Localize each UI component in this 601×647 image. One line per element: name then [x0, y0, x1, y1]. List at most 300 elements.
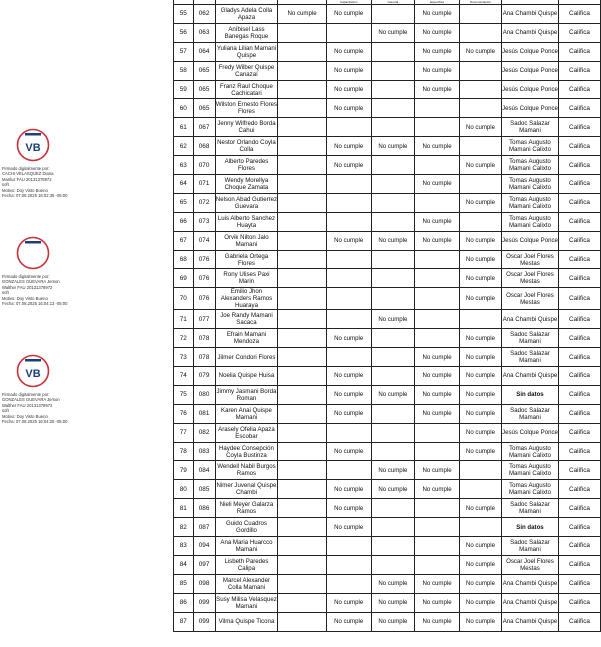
evaluator-cell: Ana Chambi Quispe	[501, 612, 558, 631]
applicant-name-cell: Fredy Wilber Quispe Canazaí	[215, 61, 278, 80]
evaluator-cell: Jesús Colque Ponce	[501, 61, 558, 80]
table-row	[174, 593, 601, 612]
signature-stamps-column	[0, 0, 92, 647]
criterion-2-cell	[326, 574, 371, 593]
table-row	[174, 5, 601, 24]
evaluator-cell: Sadoc Salazar Mamani	[501, 118, 558, 137]
criterion-4-cell: No cumple	[415, 404, 460, 423]
criterion-2-cell	[326, 461, 371, 480]
criterion-2-cell: No cumple	[326, 499, 371, 518]
criterion-3-cell: No cumple	[371, 23, 414, 42]
criterion-4-cell: No cumple	[415, 385, 460, 404]
row-number-cell: 80	[174, 480, 194, 499]
table-row	[174, 404, 601, 423]
row-number-cell: 87	[174, 612, 194, 631]
applicant-name-cell: Vilma Quispe Ticona	[215, 612, 278, 631]
criterion-3-cell: No cumple	[371, 574, 414, 593]
criterion-3-cell	[371, 537, 414, 556]
criterion-4-cell: No cumple	[415, 367, 460, 386]
criterion-2-cell	[326, 118, 371, 137]
criterion-2-cell: No cumple	[326, 367, 371, 386]
criterion-4-cell	[415, 423, 460, 442]
applicant-name-cell: Gabriela Ortega Flores	[215, 250, 278, 269]
row-number-cell: 83	[174, 537, 194, 556]
criterion-3-cell: No cumple	[371, 461, 414, 480]
result-cell: Califica	[559, 348, 601, 367]
criterion-4-cell	[415, 537, 460, 556]
code-cell: 068	[193, 137, 215, 156]
criterion-2-cell: No cumple	[326, 404, 371, 423]
header-cell: Capacitación	[326, 0, 371, 5]
row-number-cell: 79	[174, 461, 194, 480]
stamp-text-line: Fecha: 07.08.2025 16:04:25 -05:00	[2, 419, 68, 425]
criterion-1-cell	[278, 156, 326, 175]
code-cell: 063	[193, 23, 215, 42]
row-number-cell: 70	[174, 288, 194, 310]
code-cell: 082	[193, 423, 215, 442]
criterion-5-cell: No cumple	[460, 537, 502, 556]
evaluator-cell: Sadoc Salazar Mamani	[501, 329, 558, 348]
criterion-1-cell	[278, 537, 326, 556]
criterion-2-cell: No cumple	[326, 42, 371, 61]
row-number-cell: 66	[174, 212, 194, 231]
table-row	[174, 555, 601, 574]
result-cell: Califica	[559, 499, 601, 518]
criterion-4-cell	[415, 156, 460, 175]
criterion-1-cell	[278, 461, 326, 480]
criterion-5-cell	[460, 175, 502, 194]
evaluator-cell: Tomas Augusto Mamani Calixto	[501, 461, 558, 480]
applicant-name-cell: Noelia Quispe Huisa	[215, 367, 278, 386]
evaluator-cell: Ana Chambi Quispe	[501, 5, 558, 24]
table-row	[174, 423, 601, 442]
header-cell: General	[371, 0, 414, 5]
result-cell: Califica	[559, 156, 601, 175]
evaluator-cell: Tomas Augusto Mamani Calixto	[501, 137, 558, 156]
applicant-name-cell: Wendy Morellya Choque Zamata	[215, 175, 278, 194]
table-row	[174, 288, 601, 310]
criterion-5-cell	[460, 99, 502, 118]
criterion-3-cell	[371, 367, 414, 386]
table-row	[174, 42, 601, 61]
criterion-2-cell: No cumple	[326, 137, 371, 156]
criterion-2-cell: No cumple	[326, 518, 371, 537]
criterion-5-cell	[460, 212, 502, 231]
criterion-5-cell	[460, 23, 502, 42]
header-cell: Documentación	[460, 0, 502, 5]
stamp-text-line: Firmado digitalmente por:	[2, 392, 50, 397]
applicant-name-cell: Lisbeth Paredes Calipa	[215, 555, 278, 574]
criterion-1-cell	[278, 593, 326, 612]
row-number-cell: 85	[174, 574, 194, 593]
evaluator-cell: Ana Chambi Quispe	[501, 23, 558, 42]
criterion-2-cell	[326, 250, 371, 269]
criterion-1-cell	[278, 612, 326, 631]
criterion-1-cell	[278, 99, 326, 118]
applicant-name-cell: Jilmer Condori Flores	[215, 348, 278, 367]
code-cell: 083	[193, 442, 215, 461]
criterion-3-cell	[371, 250, 414, 269]
code-cell: 081	[193, 404, 215, 423]
criterion-1-cell	[278, 348, 326, 367]
criterion-4-cell: No cumple	[415, 231, 460, 250]
criterion-3-cell	[371, 442, 414, 461]
criterion-5-cell	[460, 61, 502, 80]
criterion-3-cell	[371, 80, 414, 99]
stamp-text-line: Mariluz FAU 20131378972	[2, 176, 52, 182]
table-row	[174, 518, 601, 537]
criterion-4-cell: No cumple	[415, 574, 460, 593]
criterion-1-cell	[278, 80, 326, 99]
result-cell: Califica	[559, 555, 601, 574]
row-number-cell: 78	[174, 442, 194, 461]
row-number-cell: 74	[174, 367, 194, 386]
criterion-5-cell	[460, 480, 502, 499]
criterion-2-cell	[326, 537, 371, 556]
code-cell: 071	[193, 175, 215, 194]
result-cell: Califica	[559, 537, 601, 556]
criterion-3-cell: No cumple	[371, 593, 414, 612]
result-cell: Califica	[559, 23, 601, 42]
criterion-5-cell: No cumple	[460, 385, 502, 404]
result-cell: Califica	[559, 404, 601, 423]
result-cell: Califica	[559, 99, 601, 118]
code-cell: 070	[193, 156, 215, 175]
evaluator-cell: Sadoc Salazar Mamani	[501, 499, 558, 518]
result-cell: Califica	[559, 250, 601, 269]
criterion-3-cell: No cumple	[371, 137, 414, 156]
criterion-2-cell: No cumple	[326, 329, 371, 348]
criterion-5-cell: No cumple	[460, 423, 502, 442]
criterion-2-cell	[326, 288, 371, 310]
criterion-1-cell	[278, 404, 326, 423]
stamp-text-line: soft	[2, 182, 9, 188]
criterion-1-cell	[278, 231, 326, 250]
table-row	[174, 231, 601, 250]
result-cell: Califica	[559, 442, 601, 461]
evaluator-cell: Ana Chambi Quispe	[501, 310, 558, 329]
applicant-name-cell: Nieli Meyer Galarza Ramos	[215, 499, 278, 518]
criterion-3-cell	[371, 193, 414, 212]
table-row	[174, 118, 601, 137]
result-cell: Califica	[559, 329, 601, 348]
applicant-name-cell: Karen Anai Quispe Mamani	[215, 404, 278, 423]
criterion-1-cell	[278, 23, 326, 42]
stamp-text-line: Motivo: Doy Visto Bueno	[2, 413, 48, 419]
criterion-2-cell: No cumple	[326, 385, 371, 404]
evaluator-cell: Jesús Colque Ponce	[501, 42, 558, 61]
criterion-4-cell	[415, 499, 460, 518]
applicant-name-cell: Nelson Abad Gutierrez Guevara	[215, 193, 278, 212]
criterion-3-cell	[371, 175, 414, 194]
criterion-4-cell	[415, 269, 460, 288]
row-number-cell: 73	[174, 348, 194, 367]
criterion-3-cell	[371, 329, 414, 348]
criterion-3-cell: No cumple	[371, 310, 414, 329]
criterion-5-cell: No cumple	[460, 288, 502, 310]
evaluator-cell: Sadoc Salazar Mamani	[501, 404, 558, 423]
criterion-5-cell: No cumple	[460, 156, 502, 175]
criterion-4-cell	[415, 118, 460, 137]
code-cell: 065	[193, 61, 215, 80]
evaluator-cell: Oscar Joel Flores Mestas	[501, 555, 558, 574]
svg-text:VB: VB	[25, 368, 41, 380]
code-cell: 076	[193, 250, 215, 269]
vb-seal-icon	[16, 128, 50, 162]
row-number-cell: 86	[174, 593, 194, 612]
stamp-text-line: Walther FAU 20131378972	[2, 402, 53, 408]
applicant-name-cell: Wendell Nabil Burgos Ramos	[215, 461, 278, 480]
row-number-cell: 55	[174, 5, 194, 24]
criterion-1-cell	[278, 518, 326, 537]
table-row	[174, 310, 601, 329]
row-number-cell: 62	[174, 137, 194, 156]
code-cell: 064	[193, 42, 215, 61]
row-number-cell: 67	[174, 231, 194, 250]
criterion-1-cell	[278, 212, 326, 231]
table-row	[174, 212, 601, 231]
criterion-2-cell	[326, 269, 371, 288]
code-cell: 084	[193, 461, 215, 480]
stamp-text-line: Firmado digitalmente por:	[2, 274, 50, 279]
applicant-name-cell: Gladys Adela Colla Apaza	[215, 5, 278, 24]
evaluator-cell: Jesús Colque Ponce	[501, 231, 558, 250]
criterion-1-cell	[278, 118, 326, 137]
criterion-2-cell: No cumple	[326, 593, 371, 612]
criterion-1-cell	[278, 61, 326, 80]
criterion-5-cell: No cumple	[460, 118, 502, 137]
criterion-4-cell: No cumple	[415, 80, 460, 99]
criterion-1-cell	[278, 442, 326, 461]
criterion-1-cell	[278, 499, 326, 518]
code-cell: 097	[193, 555, 215, 574]
criterion-3-cell	[371, 269, 414, 288]
evaluator-cell: Tomas Augusto Mamani Calixto	[501, 480, 558, 499]
criterion-4-cell	[415, 555, 460, 574]
table-row	[174, 461, 601, 480]
result-cell: Califica	[559, 231, 601, 250]
table-row	[174, 156, 601, 175]
table-row	[174, 442, 601, 461]
criterion-1-cell	[278, 288, 326, 310]
criterion-1-cell	[278, 329, 326, 348]
evaluator-cell: Sin datos	[501, 518, 558, 537]
result-cell: Califica	[559, 42, 601, 61]
table-row	[174, 612, 601, 631]
evaluator-cell: Sin datos	[501, 385, 558, 404]
criterion-5-cell: No cumple	[460, 442, 502, 461]
stamp-text-line: GONZALES GUEVARA Jerson	[2, 397, 60, 403]
criterion-3-cell	[371, 42, 414, 61]
row-number-cell: 82	[174, 518, 194, 537]
criterion-5-cell	[460, 80, 502, 99]
criterion-4-cell: No cumple	[415, 480, 460, 499]
code-cell: 074	[193, 231, 215, 250]
criterion-3-cell	[371, 423, 414, 442]
result-cell: Califica	[559, 423, 601, 442]
row-number-cell: 81	[174, 499, 194, 518]
code-cell: 085	[193, 480, 215, 499]
result-cell: Califica	[559, 612, 601, 631]
row-number-cell: 58	[174, 61, 194, 80]
criterion-4-cell	[415, 442, 460, 461]
evaluator-cell: Tomas Augusto Mamani Calixto	[501, 156, 558, 175]
criterion-1-cell	[278, 367, 326, 386]
criterion-5-cell: No cumple	[460, 367, 502, 386]
criterion-2-cell	[326, 555, 371, 574]
criterion-3-cell	[371, 288, 414, 310]
stamp-text-line: Firmado digitalmente por:	[2, 166, 50, 171]
result-cell: Califica	[559, 288, 601, 310]
applicant-name-cell: Luis Alberto Sanchez Huayta	[215, 212, 278, 231]
criterion-2-cell: No cumple	[326, 156, 371, 175]
row-number-cell: 57	[174, 42, 194, 61]
code-cell: 087	[193, 518, 215, 537]
criterion-5-cell	[460, 518, 502, 537]
code-cell: 078	[193, 329, 215, 348]
criterion-1-cell	[278, 385, 326, 404]
code-cell: 065	[193, 99, 215, 118]
code-cell: 080	[193, 385, 215, 404]
evaluator-cell: Jesús Colque Ponce	[501, 423, 558, 442]
table-row	[174, 137, 601, 156]
evaluation-table	[173, 0, 601, 632]
row-number-cell: 59	[174, 80, 194, 99]
criterion-1-cell	[278, 574, 326, 593]
result-cell: Califica	[559, 137, 601, 156]
criterion-5-cell: No cumple	[460, 404, 502, 423]
criterion-5-cell	[460, 137, 502, 156]
table-row	[174, 537, 601, 556]
criterion-2-cell	[326, 423, 371, 442]
table-row	[174, 250, 601, 269]
criterion-2-cell	[326, 23, 371, 42]
code-cell: 086	[193, 499, 215, 518]
criterion-3-cell	[371, 348, 414, 367]
code-cell: 073	[193, 212, 215, 231]
applicant-name-cell: Franz Raul Choque Cachicatari	[215, 80, 278, 99]
applicant-name-cell: Yuliana Lilian Mamani Quispe	[215, 42, 278, 61]
criterion-4-cell: No cumple	[415, 461, 460, 480]
evaluator-cell: Tomas Augusto Mamani Calixto	[501, 212, 558, 231]
stamp-text-line: Motivo: Doy Visto Bueno	[2, 187, 48, 193]
row-number-cell: 56	[174, 23, 194, 42]
table-row	[174, 175, 601, 194]
criterion-5-cell	[460, 5, 502, 24]
evaluator-cell: Tomas Augusto Mamani Calixto	[501, 175, 558, 194]
result-cell: Califica	[559, 80, 601, 99]
criterion-4-cell: No cumple	[415, 61, 460, 80]
criterion-2-cell	[326, 175, 371, 194]
criterion-4-cell	[415, 518, 460, 537]
criterion-5-cell: No cumple	[460, 269, 502, 288]
criterion-5-cell: No cumple	[460, 593, 502, 612]
applicant-name-cell: Wilston Ernesto Flores Flores	[215, 99, 278, 118]
criterion-3-cell	[371, 118, 414, 137]
criterion-1-cell	[278, 269, 326, 288]
stamp-text-line: CACHI VELASQUEZ Diana	[2, 171, 54, 177]
criterion-5-cell	[460, 461, 502, 480]
stamp-text-line: GONZALES GUEVARA Jerson	[2, 279, 60, 285]
evaluator-cell: Ana Chambi Quispe	[501, 593, 558, 612]
criterion-3-cell	[371, 5, 414, 24]
criterion-5-cell: No cumple	[460, 329, 502, 348]
evaluator-cell: Sadoc Salazar Mamani	[501, 537, 558, 556]
result-cell: Califica	[559, 193, 601, 212]
criterion-5-cell	[460, 310, 502, 329]
table-row	[174, 574, 601, 593]
evaluator-cell: Jesús Colque Ponce	[501, 99, 558, 118]
result-cell: Califica	[559, 461, 601, 480]
criterion-1-cell	[278, 310, 326, 329]
criterion-4-cell	[415, 288, 460, 310]
criterion-4-cell: No cumple	[415, 612, 460, 631]
applicant-name-cell: Emilio Jhon Alexanders Ramos Huaraya	[215, 288, 278, 310]
criterion-4-cell: No cumple	[415, 5, 460, 24]
table-row	[174, 329, 601, 348]
table-row	[174, 269, 601, 288]
evaluator-cell: Sadoc Salazar Mamani	[501, 348, 558, 367]
table-row	[174, 385, 601, 404]
criterion-2-cell	[326, 348, 371, 367]
criterion-5-cell: No cumple	[460, 250, 502, 269]
result-cell: Califica	[559, 385, 601, 404]
code-cell: 067	[193, 118, 215, 137]
criterion-2-cell: No cumple	[326, 80, 371, 99]
result-cell: Califica	[559, 310, 601, 329]
criterion-5-cell: No cumple	[460, 231, 502, 250]
result-cell: Califica	[559, 61, 601, 80]
criterion-1-cell	[278, 423, 326, 442]
vb-seal-icon	[16, 236, 50, 270]
criterion-4-cell: No cumple	[415, 212, 460, 231]
criterion-4-cell: No cumple	[415, 593, 460, 612]
code-cell: 094	[193, 537, 215, 556]
row-number-cell: 84	[174, 555, 194, 574]
applicant-name-cell: Arasely Ofelia Apaza Escobar	[215, 423, 278, 442]
criterion-2-cell	[326, 193, 371, 212]
stamp-text-line: Walther FAU 20131378972	[2, 284, 53, 290]
evaluator-cell: Jesús Colque Ponce	[501, 80, 558, 99]
result-cell: Califica	[559, 118, 601, 137]
code-cell: 098	[193, 574, 215, 593]
applicant-name-cell: Ana Maria Huarcco Mamani	[215, 537, 278, 556]
stamp-text-line: Motivo: Doy Visto Bueno	[2, 295, 48, 301]
applicant-name-cell: Orvik Nilton Jalo Mamani	[215, 231, 278, 250]
criterion-4-cell	[415, 250, 460, 269]
criterion-2-cell: No cumple	[326, 612, 371, 631]
applicant-name-cell: Efrain Mamani Mendoza	[215, 329, 278, 348]
criterion-2-cell	[326, 310, 371, 329]
evaluator-cell: Tomas Augusto Mamani Calixto	[501, 193, 558, 212]
code-cell: 072	[193, 193, 215, 212]
criterion-3-cell	[371, 61, 414, 80]
row-number-cell: 72	[174, 329, 194, 348]
criterion-2-cell: No cumple	[326, 99, 371, 118]
table-row	[174, 348, 601, 367]
result-cell: Califica	[559, 367, 601, 386]
row-number-cell: 64	[174, 175, 194, 194]
row-number-cell: 68	[174, 250, 194, 269]
criterion-3-cell: No cumple	[371, 385, 414, 404]
criterion-4-cell	[415, 329, 460, 348]
row-number-cell: 77	[174, 423, 194, 442]
applicant-name-cell: Alberto Paredes Flores	[215, 156, 278, 175]
stamp-text-line: soft	[2, 290, 9, 296]
criterion-3-cell: No cumple	[371, 231, 414, 250]
svg-text:VB: VB	[25, 142, 41, 154]
criterion-3-cell	[371, 156, 414, 175]
